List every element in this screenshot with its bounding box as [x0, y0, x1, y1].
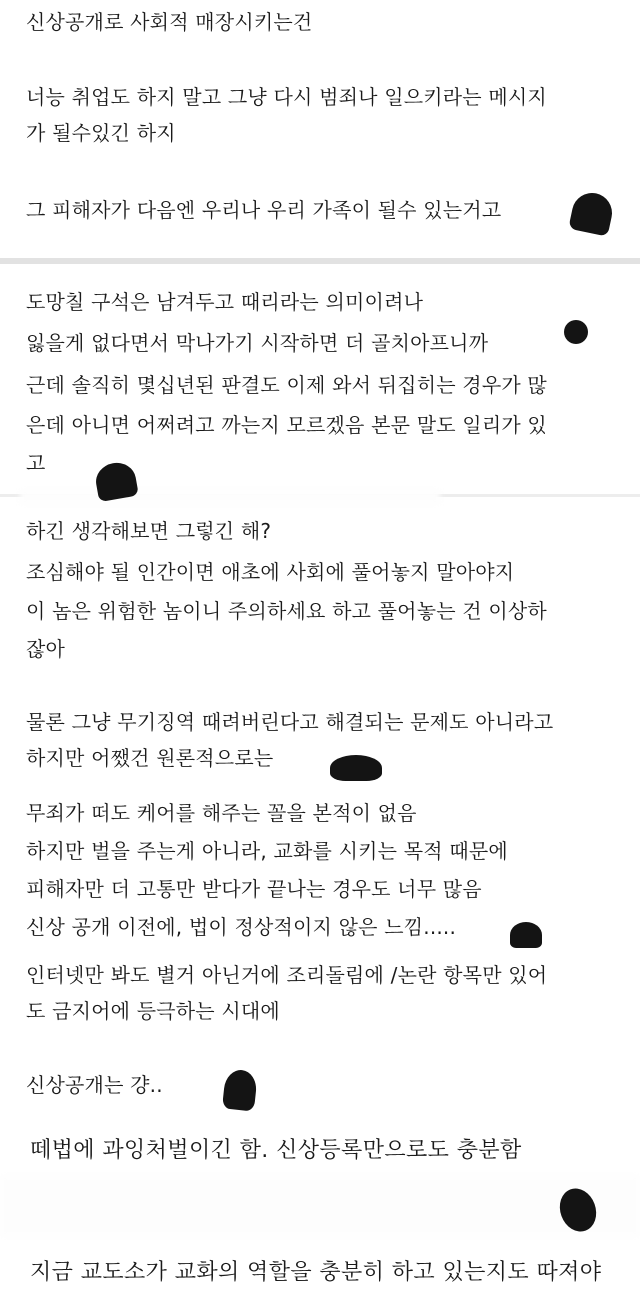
redaction-blob	[564, 320, 588, 344]
comment-line: 인터넷만 봐도 별거 아닌거에 조리돌림에 /논란 항목만 있어	[26, 963, 548, 987]
comment-line: 하지만 어쨌건 원론적으로는	[26, 746, 274, 770]
redaction-blob	[93, 460, 139, 502]
comment-line: 너능 취업도 하지 말고 그냥 다시 범죄나 일으키라는 메시지	[26, 85, 547, 109]
redaction-blob	[222, 1068, 258, 1111]
comment-line: 떼법에 과잉처벌이긴 함. 신상등록만으로도 충분함	[30, 1138, 522, 1163]
comment-line: 피해자만 더 고통만 받다가 끝나는 경우도 너무 많음	[26, 877, 482, 901]
redaction-smear	[20, 490, 440, 504]
comment-line: 이 놈은 위험한 놈이니 주의하세요 하고 풀어놓는 건 이상하	[26, 599, 547, 623]
comment-line: 근데 솔직히 몇십년된 판결도 이제 와서 뒤집히는 경우가 많	[26, 373, 547, 397]
comment-line: 지금 교도소가 교화의 역할을 충분히 하고 있는지도 따져야	[30, 1260, 602, 1285]
comment-line: 가 될수있긴 하지	[26, 121, 176, 145]
comment-line: 하지만 벌을 주는게 아니라, 교화를 시키는 목적 때문에	[26, 839, 508, 863]
comment-line: 도망칠 구석은 남겨두고 때리라는 의미이려나	[26, 290, 424, 314]
comment-line: 신상공개는 걍..	[26, 1073, 163, 1097]
redaction-blob	[330, 755, 382, 781]
section-divider	[0, 258, 640, 264]
redaction-blob	[568, 189, 615, 236]
comment-line: 고	[26, 451, 46, 475]
comment-line: 신상 공개 이전에, 법이 정상적이지 않은 느낌.....	[26, 915, 457, 939]
comment-line: 잃을게 없다면서 막나가기 시작하면 더 골치아프니까	[26, 331, 489, 355]
redaction-smear	[0, 1176, 640, 1236]
comment-line: 물론 그냥 무기징역 때려버린다고 해결되는 문제도 아니라고	[26, 710, 554, 734]
comment-line: 조심해야 될 인간이면 애초에 사회에 풀어놓지 말아야지	[26, 560, 515, 584]
comment-line: 은데 아니면 어쩌려고 까는지 모르겠음 본문 말도 일리가 있	[26, 413, 547, 437]
redaction-blob	[510, 922, 542, 948]
comment-line: 신상공개로 사회적 매장시키는건	[26, 10, 313, 34]
comment-line: 잖아	[26, 637, 66, 661]
comment-line: 하긴 생각해보면 그렇긴 해?	[26, 519, 272, 543]
comment-line: 도 금지어에 등극하는 시대에	[26, 999, 280, 1023]
comment-line: 무죄가 떠도 케어를 해주는 꼴을 본적이 없음	[26, 801, 417, 825]
comment-line: 그 피해자가 다음엔 우리나 우리 가족이 될수 있는거고	[26, 198, 502, 222]
